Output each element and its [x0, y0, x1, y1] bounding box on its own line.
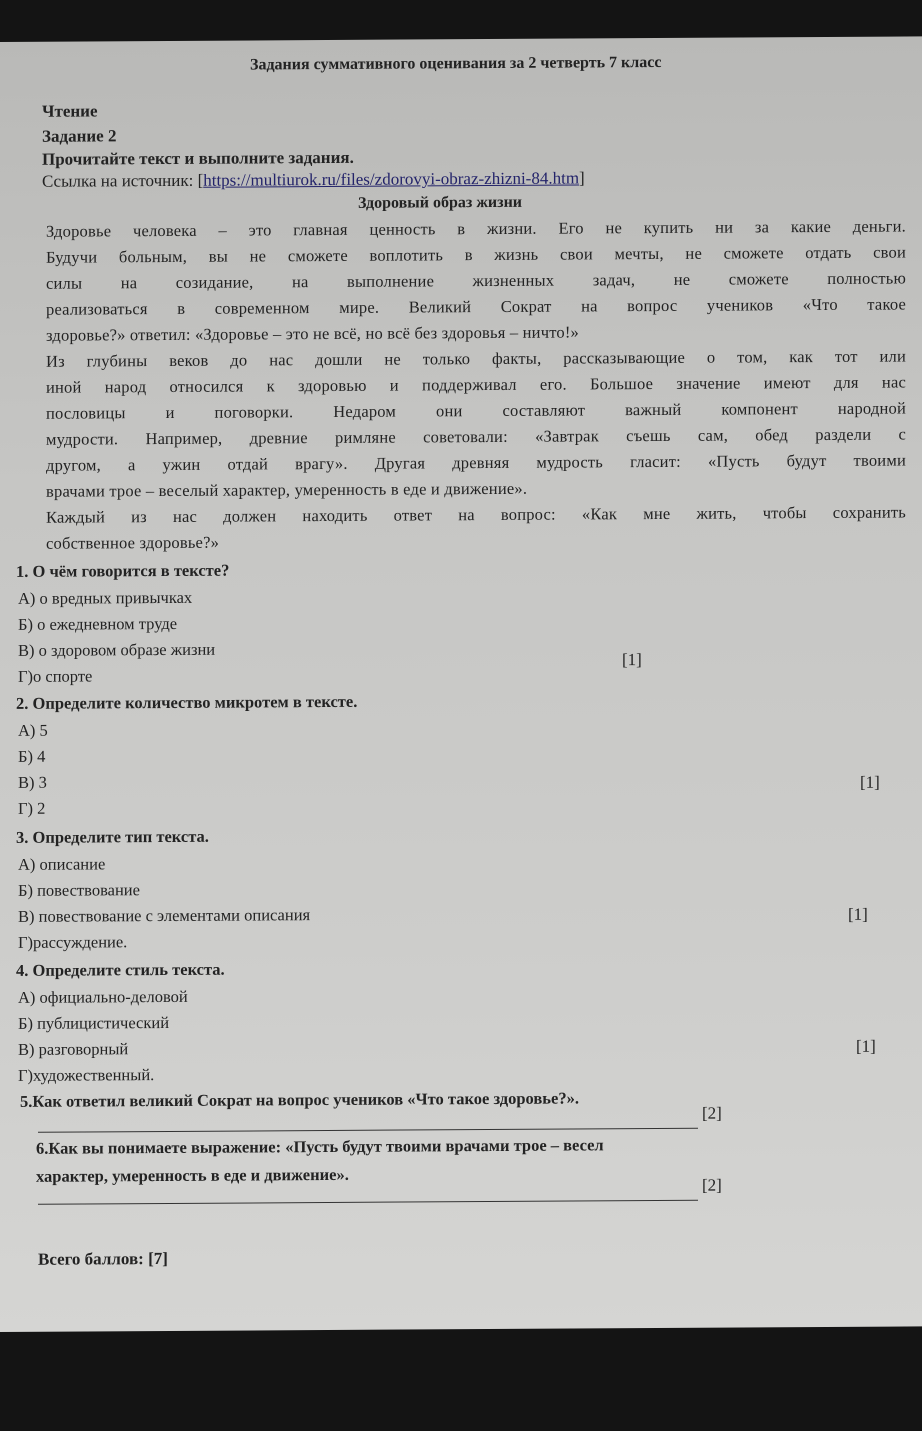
source-link[interactable]: https://multiurok.ru/files/zdorovyi-obraz-zhizni-84.htm [203, 168, 580, 190]
question-3-option-c[interactable]: В) повествование с элементами описания [18, 905, 311, 926]
text-title: Здоровый образ жизни [358, 193, 523, 212]
question-1-option-b[interactable]: Б) о ежедневном труде [18, 613, 178, 634]
answer-line-5[interactable] [38, 1128, 698, 1133]
instruction: Прочитайте текст и выполните задания. [42, 147, 354, 169]
question-4-option-c[interactable]: В) разговорный [18, 1039, 129, 1059]
task-heading: Задание 2 [42, 126, 117, 146]
total-score: Всего баллов: [7] [38, 1248, 168, 1269]
source-reference [42, 168, 585, 191]
answer-line-6[interactable] [38, 1200, 698, 1205]
question-3-option-d[interactable]: Г)рассуждение. [18, 932, 128, 952]
text-line: силы на созидание, на выполнение жизненных задач, не сможете полностью [46, 268, 906, 293]
text-line: Каждый из нас должен находить ответ на вопрос: «Как мне жить, чтобы сохранить [46, 502, 906, 527]
question-5: 5.Как ответил великий Сократ на вопрос учеников «Что такое здоровье?». [20, 1088, 579, 1111]
source-label: Ссылка на источник: [ [42, 170, 204, 191]
question-6-continued: характер, умеренность в еде и движение». [36, 1164, 349, 1186]
question-2-option-a[interactable]: А) 5 [18, 720, 48, 740]
text-line: здоровье?» ответил: «Здоровье – это не всё, но всё без здоровья – ничто!» [46, 322, 579, 345]
question-3-points: [1] [848, 904, 868, 924]
question-1-option-c[interactable]: В) о здоровом образе жизни [18, 639, 216, 660]
source-close: ] [579, 168, 585, 188]
question-4-option-d[interactable]: Г)художественный. [18, 1065, 155, 1085]
question-1-points: [1] [622, 650, 642, 670]
question-1-option-a[interactable]: А) о вредных привычках [18, 587, 193, 608]
text-line: Здоровье человека – это главная ценность в жизни. Его не купить ни за какие деньги. [46, 216, 906, 241]
question-2-option-d[interactable]: Г) 2 [18, 798, 46, 818]
document-title: Задания суммативного оценивания за 2 четверть 7 класс [250, 53, 662, 74]
question-2-points: [1] [860, 772, 880, 792]
text-line: мудрости. Например, древние римляне советовали: «Завтрак съешь сам, обед раздели с [46, 424, 906, 449]
question-4-option-b[interactable]: Б) публицистический [18, 1012, 170, 1033]
question-6-points: [2] [702, 1175, 722, 1195]
question-5-points: [2] [702, 1103, 722, 1123]
question-2-option-b[interactable]: Б) 4 [18, 746, 46, 766]
question-1-option-d[interactable]: Г)о спорте [18, 666, 93, 686]
question-1: 1. О чём говорится в тексте? [16, 560, 230, 581]
question-4-points: [1] [856, 1036, 876, 1056]
text-line: Из глубины веков до нас дошли не только факты, рассказывающие о том, как тот или [46, 346, 906, 371]
question-2: 2. Определите количество микротем в тексте. [16, 691, 358, 713]
question-3-option-b[interactable]: Б) повествование [18, 880, 140, 900]
text-line: иной народ относился к здоровью и поддерживал его. Большое значение имеют для нас [46, 372, 906, 397]
text-line: врачами трое – веселый характер, умеренность в еде и движение». [46, 478, 528, 501]
section-heading: Чтение [42, 101, 98, 121]
worksheet-page [0, 36, 922, 1332]
question-3: 3. Определите тип текста. [16, 826, 209, 847]
question-4: 4. Определите стиль текста. [16, 959, 225, 980]
question-6: 6.Как вы понимаете выражение: «Пусть будут твоими врачами трое – весел [36, 1135, 604, 1158]
question-4-option-a[interactable]: А) официально-деловой [18, 986, 188, 1007]
text-line: Будучи больным, вы не сможете воплотить в жизнь свои мечты, не сможете отдать свои [46, 242, 906, 267]
text-line: пословицы и поговорки. Недаром они составляют важный компонент народной [46, 398, 906, 423]
question-3-option-a[interactable]: А) описание [18, 854, 106, 874]
text-line: реализоваться в современном мире. Великий Сократ на вопрос учеников «Что такое [46, 294, 906, 319]
text-line: собственное здоровье?» [46, 532, 220, 553]
text-line: другом, а ужин отдай врагу». Другая древняя мудрость гласит: «Пусть будут твоими [46, 450, 906, 475]
question-2-option-c[interactable]: В) 3 [18, 772, 47, 792]
